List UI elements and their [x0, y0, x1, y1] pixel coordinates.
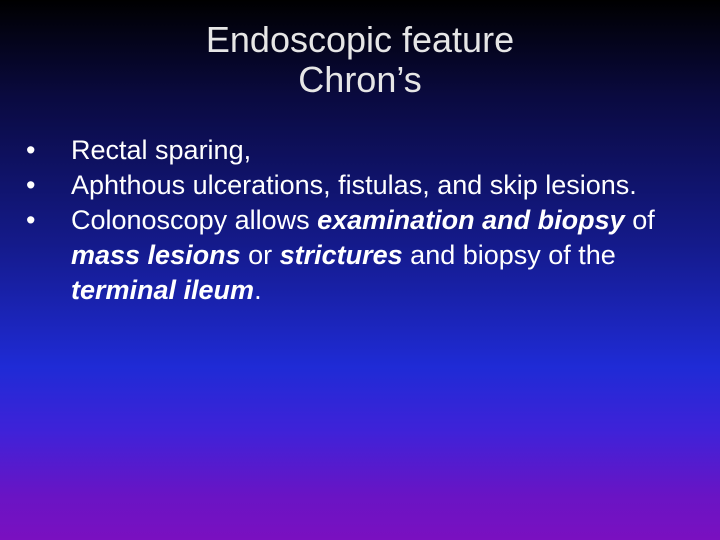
bullet-text: Aphthous ulcerations, fistulas, and skip lesions. — [71, 170, 637, 200]
slide-title — [0, 20, 720, 100]
emphasis-mass-lesions: mass lesions — [71, 240, 241, 270]
bullet-text-segment: . — [254, 275, 262, 305]
bullet-text-segment: Colonoscopy allows — [71, 205, 318, 235]
bullet-item-rectal-sparing — [26, 133, 686, 168]
bullet-dot-icon: • — [26, 135, 36, 165]
bullet-item-aphthous-ulcerations — [26, 168, 686, 203]
bullet-list — [26, 133, 686, 308]
title-line-1: Endoscopic feature — [205, 19, 515, 60]
bullet-text: Rectal sparing, — [71, 135, 252, 165]
emphasis-strictures: strictures — [279, 240, 403, 270]
emphasis-examination-biopsy: examination and biopsy — [317, 205, 625, 235]
bullet-text-segment: and biopsy of the — [402, 240, 616, 270]
bullet-text-segment: of — [624, 205, 655, 235]
bullet-item-colonoscopy — [26, 203, 686, 308]
title-line-2: Chron’s — [298, 59, 422, 100]
emphasis-terminal-ileum: terminal ileum — [71, 275, 255, 305]
bullet-dot-icon: • — [26, 170, 36, 200]
bullet-text-segment: or — [240, 240, 280, 270]
bullet-dot-icon: • — [26, 205, 36, 235]
